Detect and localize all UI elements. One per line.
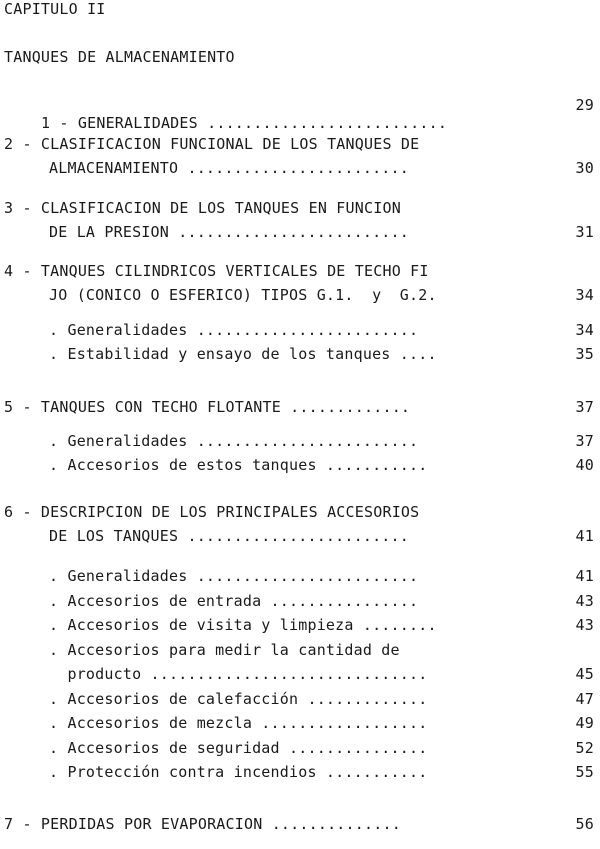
toc-subentry: . Accesorios para medir la cantidad de <box>49 641 400 659</box>
toc-entry-6-page: 41 <box>575 527 594 545</box>
toc-entry-7-line1: 7 - PERDIDAS POR EVAPORACION .............. <box>4 815 401 833</box>
toc-entry-6-line2: DE LOS TANQUES ........................ <box>49 527 409 545</box>
toc-subentry: . Generalidades ........................ <box>49 432 419 450</box>
toc-subentry: . Accesorios de seguridad ............... <box>49 739 428 757</box>
toc-subentry-page: 40 <box>575 456 594 474</box>
chapter-heading: CAPITULO II <box>4 0 106 18</box>
toc-subentry-page: 45 <box>575 665 594 683</box>
toc-subentry: . Accesorios de mezcla .................. <box>49 714 428 732</box>
chapter-title: TANQUES DE ALMACENAMIENTO <box>4 48 235 66</box>
toc-entry-2-page: 30 <box>575 159 594 177</box>
toc-entry-4-line2: JO (CONICO O ESFERICO) TIPOS G.1. y G.2. <box>49 286 437 304</box>
toc-entry-1-text: 1 - <box>40 114 69 132</box>
toc-entry-5-line1: 5 - TANQUES CON TECHO FLOTANTE ............. <box>4 398 411 416</box>
toc-entry-4-page: 34 <box>575 286 594 304</box>
toc-subentry-page: 34 <box>575 321 594 339</box>
toc-subentry: producto .............................. <box>49 665 428 683</box>
toc-entry-1-page: 29 <box>575 96 594 114</box>
toc-subentry: . Accesorios de visita y limpieza ........ <box>49 616 437 634</box>
toc-subentry: . Accesorios de entrada ................ <box>49 592 419 610</box>
toc-entry-3-line2: DE LA PRESION ......................... <box>49 223 409 241</box>
toc-subentry: . Generalidades ........................ <box>49 567 419 585</box>
toc-entry-1-title: GENERALIDADES .......................... <box>77 114 448 132</box>
toc-subentry: . Accesorios de calefacción ............. <box>49 690 428 708</box>
toc-subentry: . Generalidades ........................ <box>49 321 419 339</box>
toc-entry-3-line1: 3 - CLASIFICACION DE LOS TANQUES EN FUNCION <box>4 199 401 217</box>
toc-entry-5-page: 37 <box>575 398 594 416</box>
toc-entry-7-page: 56 <box>575 815 594 833</box>
toc-entry-3-page: 31 <box>575 223 594 241</box>
toc-subentry: . Accesorios de estos tanques ........... <box>49 456 428 474</box>
toc-entry-6-line1: 6 - DESCRIPCION DE LOS PRINCIPALES ACCESORIOS <box>4 503 420 521</box>
toc-subentry: . Estabilidad y ensayo de los tanques .... <box>49 345 437 363</box>
toc-subentry-page: 35 <box>575 345 594 363</box>
toc-subentry-page: 41 <box>575 567 594 585</box>
toc-subentry-page: 55 <box>575 763 594 781</box>
toc-subentry-page: 52 <box>575 739 594 757</box>
toc-subentry-page: 43 <box>575 592 594 610</box>
toc-entry-2-line2: ALMACENAMIENTO ........................ <box>49 159 409 177</box>
toc-subentry-page: 49 <box>575 714 594 732</box>
toc-subentry-page: 43 <box>575 616 594 634</box>
toc-subentry-page: 37 <box>575 432 594 450</box>
toc-entry-4-line1: 4 - TANQUES CILINDRICOS VERTICALES DE TECHO FI <box>4 262 429 280</box>
toc-entry-2-line1: 2 - CLASIFICACION FUNCIONAL DE LOS TANQUES DE <box>4 135 420 153</box>
toc-subentry: . Protección contra incendios ........... <box>49 763 428 781</box>
toc-subentry-page: 47 <box>575 690 594 708</box>
